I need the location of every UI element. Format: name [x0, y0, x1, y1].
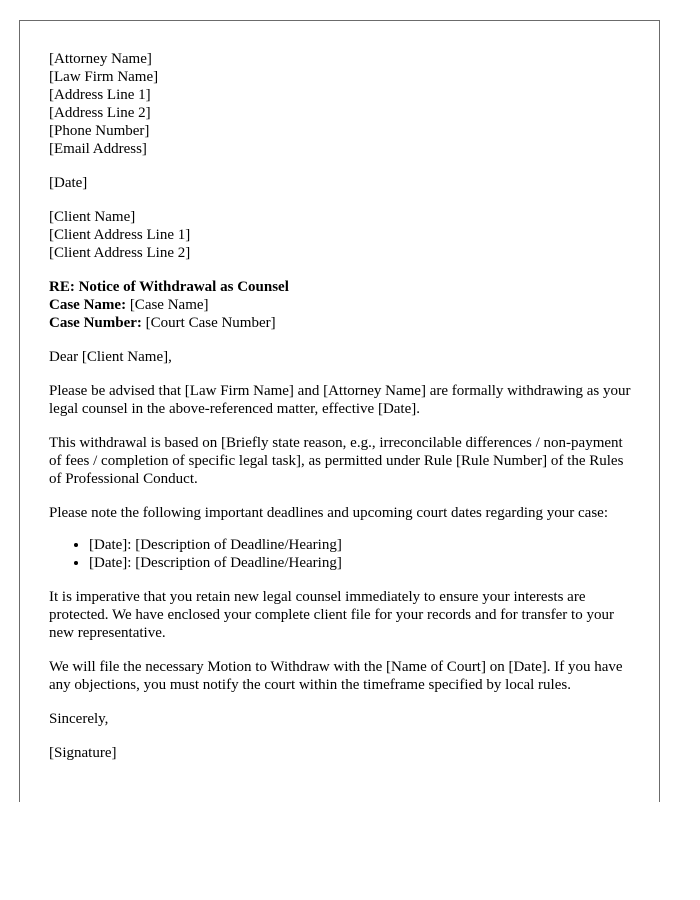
recipient-block: [49, 208, 634, 262]
paragraph-withdrawal-notice: Please be advised that [Law Firm Name] and [Attorney Name] are formally withdrawing as your legal counsel in the above-referenced matter, effective [Date].: [49, 383, 631, 417]
paragraph-deadlines-intro: Please note the following important deadlines and upcoming court dates regarding your case:: [49, 505, 609, 521]
paragraph-retain-counsel: It is imperative that you retain new legal counsel immediately to ensure your interests are protected. We have enclosed your complete client file for your records and for transfer to your new representative.: [49, 589, 614, 641]
deadline-item: • [Date]: [Description of Deadline/Hearing]: [89, 536, 634, 554]
recipient-client-name: [Client Name]: [49, 209, 136, 225]
signature: [Signature]: [49, 745, 117, 761]
recipient-address-line-1: [Client Address Line 1]: [49, 227, 191, 243]
closing: Sincerely,: [49, 711, 109, 727]
sender-block: [49, 50, 634, 158]
salutation: Dear [Client Name],: [49, 349, 172, 365]
subject-block: [49, 278, 634, 332]
sender-address-line-2: [Address Line 2]: [49, 105, 151, 121]
case-number-line: [49, 314, 634, 332]
sender-email: [Email Address]: [49, 141, 147, 157]
deadline-list: [49, 536, 634, 572]
re-line: RE: Notice of Withdrawal as Counsel: [49, 279, 289, 295]
date-block: [49, 174, 634, 192]
sender-law-firm-name: [Law Firm Name]: [49, 69, 159, 85]
case-name-line: [49, 296, 634, 314]
letter-page: [19, 20, 660, 802]
sender-phone: [Phone Number]: [49, 123, 150, 139]
case-number-value: [Court Case Number]: [145, 315, 276, 331]
paragraph-withdrawal-reason: This withdrawal is based on [Briefly state reason, e.g., irreconcilable differences / non-payment of fees / completion of specific legal task], as permitted under Rule [Rule Number] of the Rules of Professional Conduct.: [49, 435, 624, 487]
sender-attorney-name: [Attorney Name]: [49, 51, 152, 67]
deadline-item: • [Date]: [Description of Deadline/Hearing]: [89, 554, 634, 572]
letter-date: [Date]: [49, 175, 88, 191]
recipient-address-line-2: [Client Address Line 2]: [49, 245, 191, 261]
letter-content: [49, 50, 634, 778]
case-name-label: Case Name:: [49, 297, 127, 313]
case-number-label: Case Number:: [49, 315, 142, 331]
paragraph-motion-to-withdraw: We will file the necessary Motion to Withdraw with the [Name of Court] on [Date]. If you have any objections, you must notify the court within the timeframe specified by local rules.: [49, 659, 623, 693]
case-name-value: [Case Name]: [129, 297, 209, 313]
sender-address-line-1: [Address Line 1]: [49, 87, 151, 103]
